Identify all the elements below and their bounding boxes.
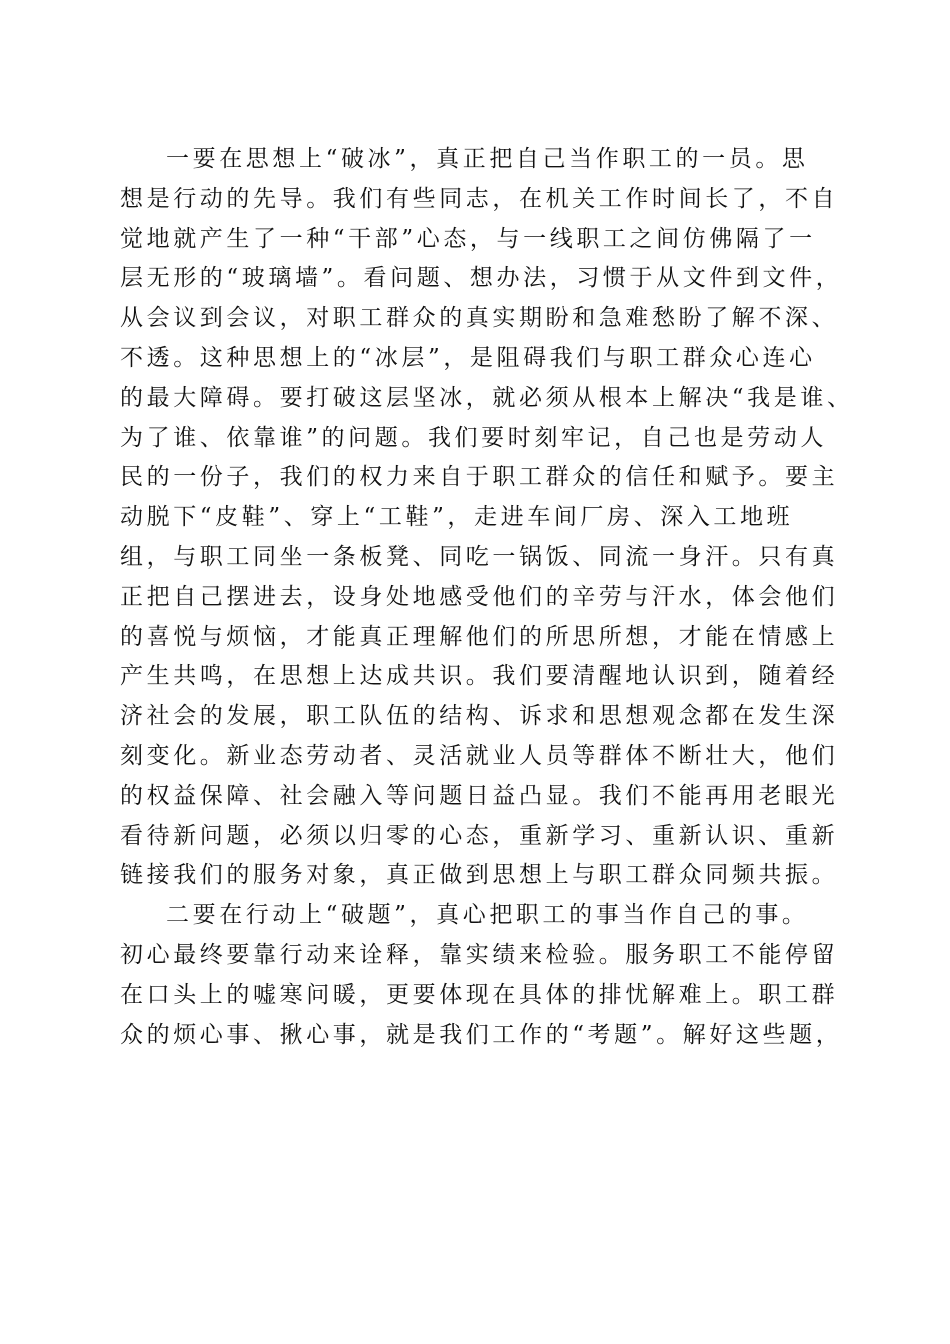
text-line: 众的烦心事、揪心事，就是我们工作的“考题”。解好这些题， [120,1021,843,1048]
text-line: 不透。这种思想上的“冰层”，是阻碍我们与职工群众心连心 [120,344,816,371]
text-line: 为了谁、依靠谁”的问题。我们要时刻牢记，自己也是劳动人 [120,424,827,451]
text-line: 组，与职工同坐一条板凳、同吃一锅饭、同流一身汗。只有真 [120,543,839,570]
text-line: 在口头上的嘘寒问暖，更要体现在具体的排忧解难上。职工群 [120,981,839,1008]
text-line: 二要在行动上“破题”，真心把职工的事当作自己的事。 [166,902,809,929]
text-line: 产生共鸣，在思想上达成共识。我们要清醒地认识到，随着经 [120,663,839,690]
text-line: 层无形的“玻璃墙”。看问题、想办法，习惯于从文件到文件， [120,265,843,292]
text-line: 正把自己摆进去，设身处地感受他们的辛劳与汗水，体会他们 [120,583,839,610]
text-line: 看待新问题，必须以归零的心态，重新学习、重新认识、重新 [120,822,839,849]
text-line: 动脱下“皮鞋”、穿上“工鞋”，走进车间厂房、深入工地班 [120,504,794,531]
text-line: 的喜悦与烦恼，才能真正理解他们的所思所想，才能在情感上 [120,623,839,650]
text-line: 从会议到会议，对职工群众的真实期盼和急难愁盼了解不深、 [120,305,839,332]
text-line: 的权益保障、社会融入等问题日益凸显。我们不能再用老眼光 [120,782,839,809]
text-line: 想是行动的先导。我们有些同志，在机关工作时间长了，不自 [120,185,839,212]
text-line: 一要在思想上“破冰”，真正把自己当作职工的一员。思 [166,146,809,172]
paragraph-1 [120,140,854,896]
text-line: 刻变化。新业态劳动者、灵活就业人员等群体不断壮大，他们 [120,742,839,769]
text-line: 觉地就产生了一种“干部”心态，与一线职工之间仿佛隔了一 [120,225,816,252]
paragraph-2 [120,896,843,1055]
text-line: 济社会的发展，职工队伍的结构、诉求和思想观念都在发生深 [120,703,839,730]
text-line: 初心最终要靠行动来诠释，靠实绩来检验。服务职工不能停留 [120,941,839,968]
text-line: 链接我们的服务对象，真正做到思想上与职工群众同频共振。 [120,862,839,889]
text-line: 的最大障碍。要打破这层坚冰，就必须从根本上解决“我是谁、 [120,384,854,411]
text-line: 民的一份子，我们的权力来自于职工群众的信任和赋予。要主 [120,464,839,491]
document-body [120,140,854,1055]
